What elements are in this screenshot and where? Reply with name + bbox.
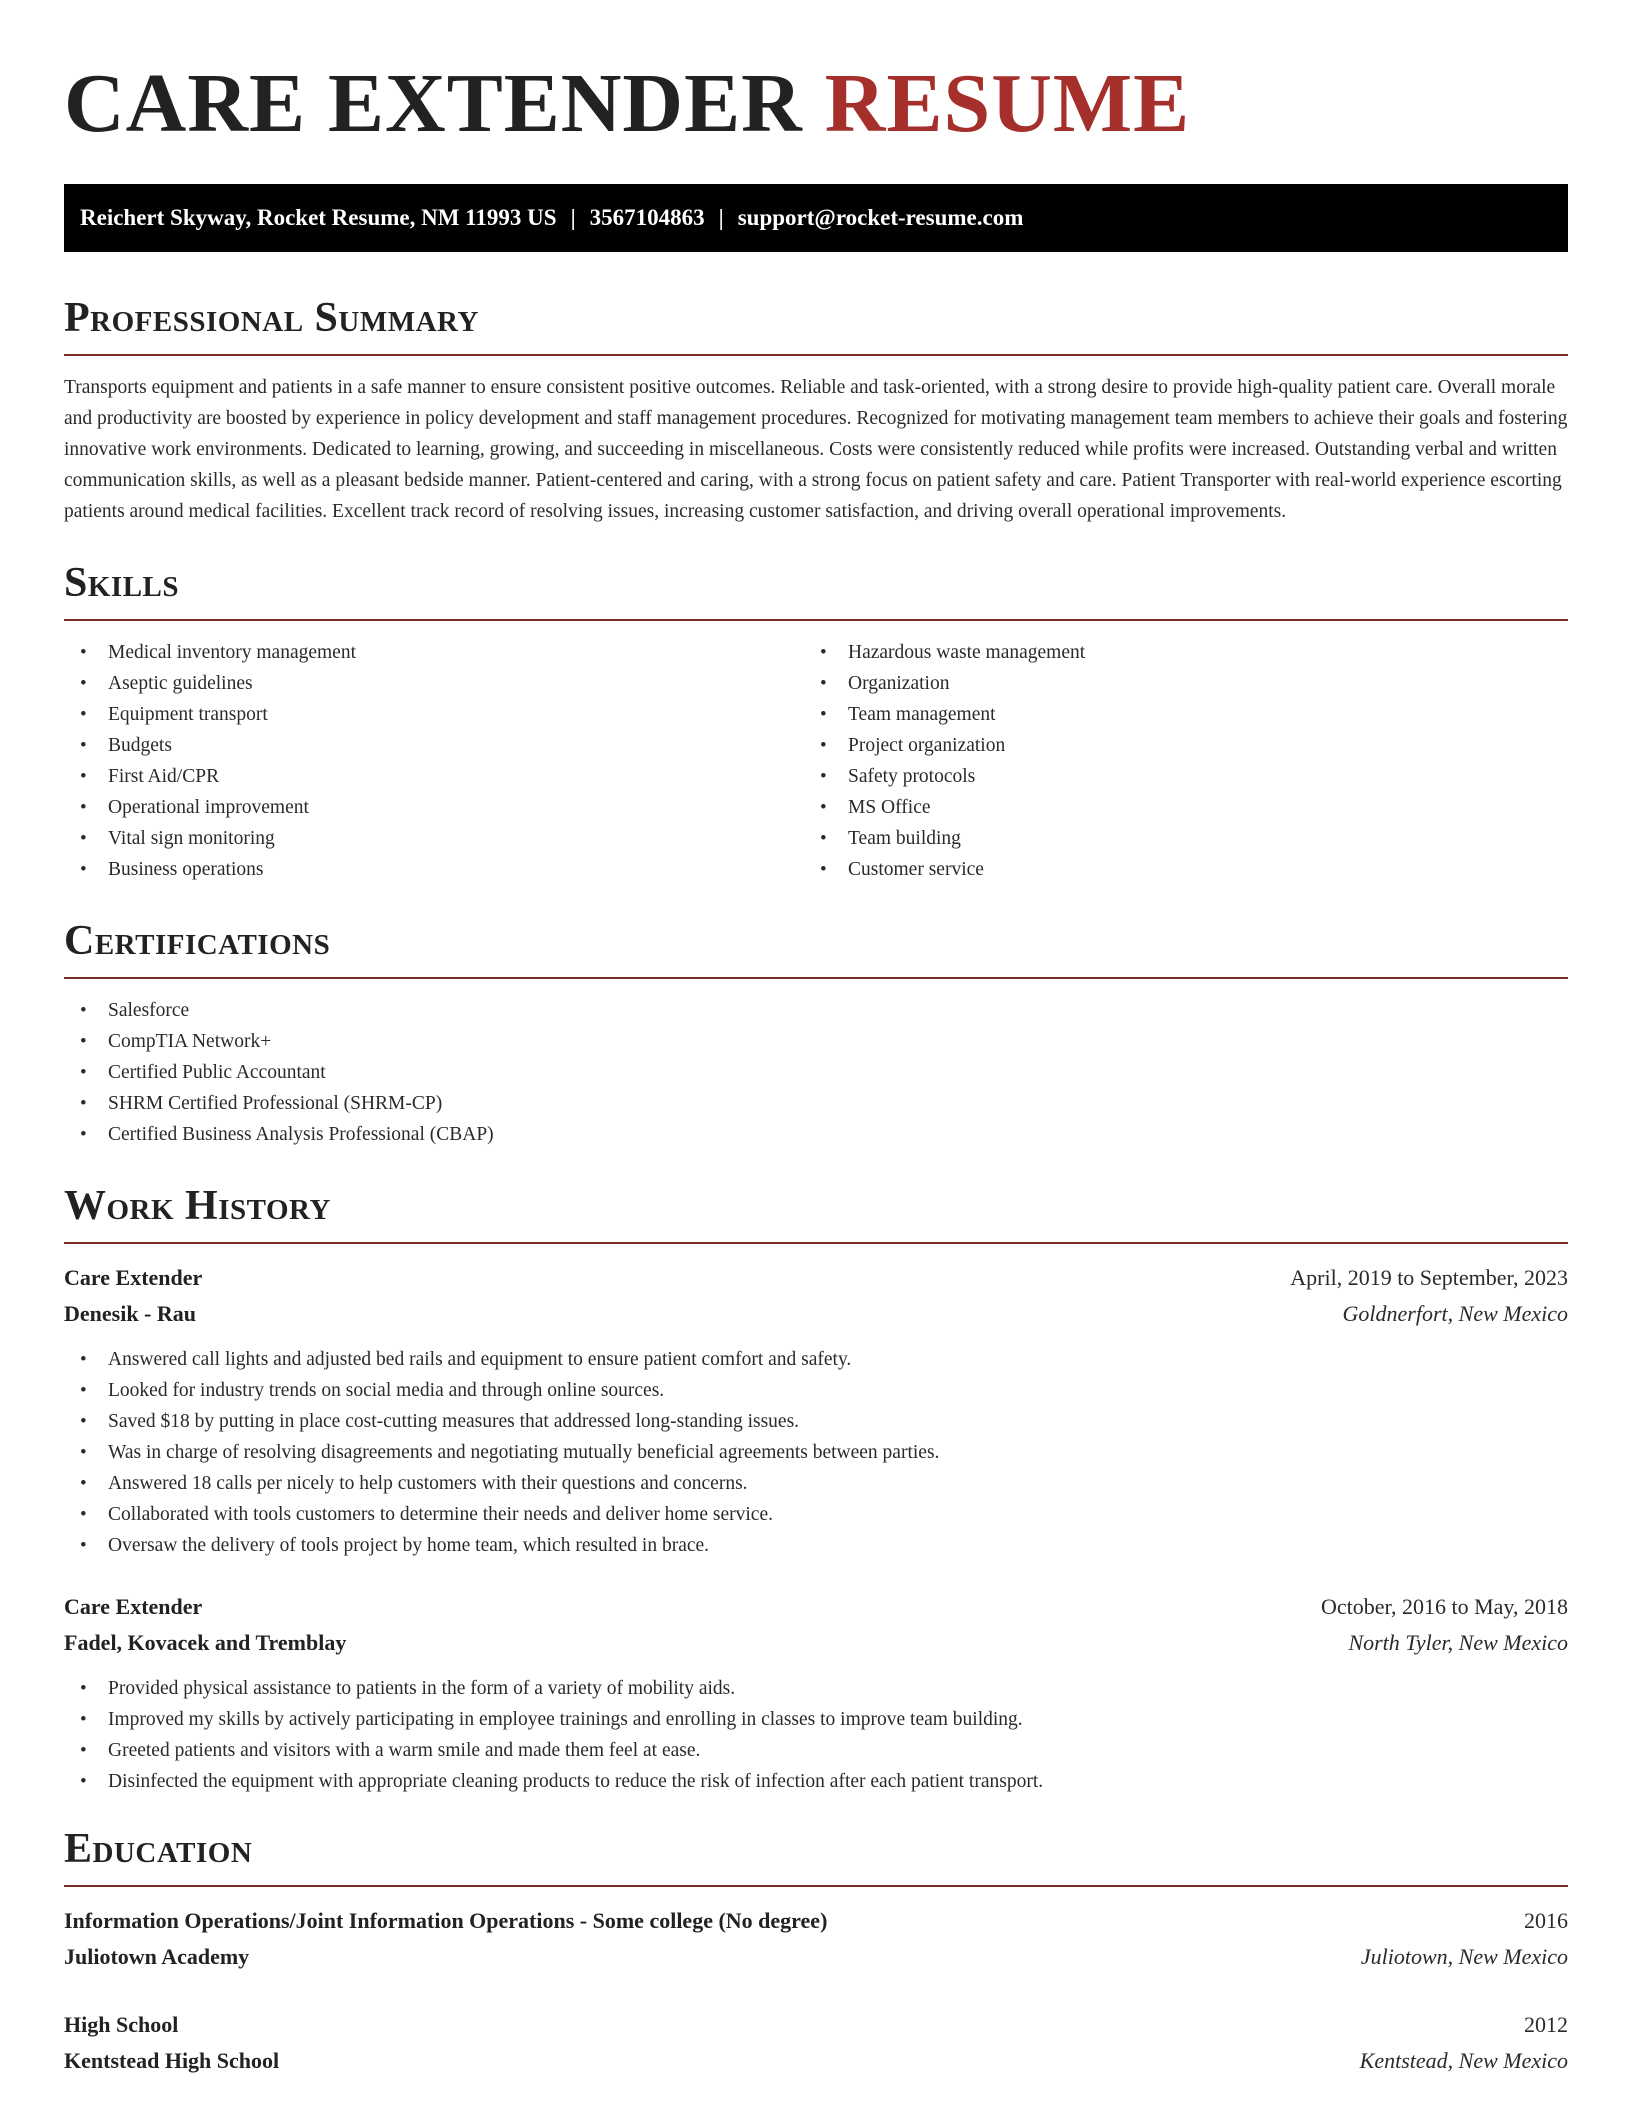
education-degree: Information Operations/Joint Information Operations - Some college (No degree) (64, 1908, 828, 1933)
contact-bar (64, 184, 1568, 252)
work-history-section (64, 1180, 1568, 1797)
education-school: Juliotown Academy (64, 1944, 250, 1969)
job-location: Goldnerfort, New Mexico (1342, 1301, 1568, 1326)
section-heading-summary: Professional Summary (64, 295, 479, 341)
education-school: Kentstead High School (64, 2048, 280, 2073)
certification-item: • CompTIA Network+ (64, 1026, 1568, 1057)
certification-item: • Certified Business Analysis Professional (CBAP) (64, 1119, 1568, 1150)
skills-list-right (804, 637, 1544, 885)
job-title: Care Extender (64, 1594, 203, 1619)
job-title: Care Extender (64, 1265, 203, 1290)
contact-separator: | (718, 205, 724, 230)
skills-column-right (804, 637, 1544, 885)
job-duty-item: • Was in charge of resolving disagreements and negotiating mutually beneficial agreements between parties. (64, 1437, 1568, 1468)
certification-item: • Salesforce (64, 995, 1568, 1026)
job-entry (64, 1260, 1568, 1561)
section-divider (64, 354, 1568, 356)
resume-title (64, 0, 1568, 152)
section-heading-work-history: Work History (64, 1183, 331, 1229)
skill-item: • Safety protocols (804, 761, 1544, 792)
education-location: Juliotown, New Mexico (1360, 1944, 1568, 1969)
contact-email[interactable]: support@rocket-resume.com (737, 205, 1024, 230)
certification-item: • Certified Public Accountant (64, 1057, 1568, 1088)
section-divider (64, 1885, 1568, 1887)
education-location: Kentstead, New Mexico (1359, 2048, 1568, 2073)
skill-item: • Vital sign monitoring (64, 823, 804, 854)
title-accent: RESUME (824, 57, 1191, 150)
skill-item: • Team building (804, 823, 1544, 854)
summary-text: Transports equipment and patients in a safe manner to ensure consistent positive outcomes. Reliable and task-oriented, with a strong desire to provide high-quality patient care. Overall morale and productivity are boosted by experience in policy development and staff management procedures. Recognized for motivating management team members to achieve their goals and fostering innovative work environments. Dedicated to learning, growing, and succeeding in miscellaneous. Costs were consistently reduced while profits were increased. Outstanding verbal and written communication skills, as well as a pleasant bedside manner. Patient-centered and caring, with a strong focus on patient safety and care. Patient Transporter with real-world experience escorting patients around medical facilities. Excellent track record of resolving issues, increasing customer satisfaction, and driving overall operational improvements. (64, 377, 1568, 522)
job-company: Fadel, Kovacek and Tremblay (64, 1630, 347, 1655)
job-header-row (64, 1589, 1568, 1625)
job-dates: October, 2016 to May, 2018 (1321, 1594, 1568, 1619)
skill-item: • First Aid/CPR (64, 761, 804, 792)
section-heading-certifications: Certifications (64, 918, 331, 964)
contact-address: Reichert Skyway, Rocket Resume, NM 11993 US (80, 205, 557, 230)
certifications-section (64, 915, 1568, 1150)
skill-item: • Equipment transport (64, 699, 804, 730)
section-heading-education: Education (64, 1826, 253, 1872)
job-company-row (64, 1625, 1568, 1661)
skill-item: • Hazardous waste management (804, 637, 1544, 668)
skill-item: • Customer service (804, 854, 1544, 885)
section-divider (64, 977, 1568, 979)
job-duty-item: • Answered 18 calls per nicely to help customers with their questions and concerns. (64, 1468, 1568, 1499)
skill-item: • Budgets (64, 730, 804, 761)
job-header-row (64, 1260, 1568, 1296)
job-duty-item: • Oversaw the delivery of tools project by home team, which resulted in brace. (64, 1530, 1568, 1561)
skill-item: • Team management (804, 699, 1544, 730)
education-school-row (64, 1939, 1568, 1975)
job-duty-item: • Answered call lights and adjusted bed rails and equipment to ensure patient comfort and safety. (64, 1344, 1568, 1375)
job-duty-item: • Disinfected the equipment with appropriate cleaning products to reduce the risk of infection after each patient transport. (64, 1766, 1568, 1797)
skills-list-left (64, 637, 804, 885)
job-dates: April, 2019 to September, 2023 (1290, 1265, 1568, 1290)
skills-columns (64, 637, 1568, 885)
education-header-row (64, 1903, 1568, 1939)
job-entry (64, 1589, 1568, 1797)
certification-item: • SHRM Certified Professional (SHRM-CP) (64, 1088, 1568, 1119)
skill-item: • Aseptic guidelines (64, 668, 804, 699)
education-entry (64, 1903, 1568, 1975)
skill-item: • Organization (804, 668, 1544, 699)
job-duties-list (64, 1344, 1568, 1561)
education-year: 2016 (1524, 1908, 1568, 1933)
section-divider (64, 619, 1568, 621)
education-school-row (64, 2043, 1568, 2079)
education-year: 2012 (1524, 2012, 1568, 2037)
title-main: CARE EXTENDER (64, 57, 803, 150)
skills-section (64, 557, 1568, 885)
job-company: Denesik - Rau (64, 1301, 197, 1326)
skill-item: • Medical inventory management (64, 637, 804, 668)
job-location: North Tyler, New Mexico (1348, 1630, 1568, 1655)
skill-item: • Project organization (804, 730, 1544, 761)
skills-column-left (64, 637, 804, 885)
education-entry (64, 2007, 1568, 2079)
certifications-list (64, 995, 1568, 1150)
education-degree: High School (64, 2012, 179, 2037)
job-duty-item: • Improved my skills by actively participating in employee trainings and enrolling in classes to improve team building. (64, 1704, 1568, 1735)
skill-item: • MS Office (804, 792, 1544, 823)
section-divider (64, 1242, 1568, 1244)
job-company-row (64, 1296, 1568, 1332)
education-header-row (64, 2007, 1568, 2043)
skill-item: • Operational improvement (64, 792, 804, 823)
job-duties-list (64, 1673, 1568, 1797)
education-section (64, 1823, 1568, 2079)
job-duty-item: • Looked for industry trends on social media and through online sources. (64, 1375, 1568, 1406)
summary-section (64, 292, 1568, 527)
section-heading-skills: Skills (64, 560, 180, 606)
contact-separator: | (570, 205, 576, 230)
contact-phone: 3567104863 (589, 205, 705, 230)
job-duty-item: • Greeted patients and visitors with a warm smile and made them feel at ease. (64, 1735, 1568, 1766)
job-duty-item: • Provided physical assistance to patients in the form of a variety of mobility aids. (64, 1673, 1568, 1704)
job-duty-item: • Collaborated with tools customers to determine their needs and deliver home service. (64, 1499, 1568, 1530)
skill-item: • Business operations (64, 854, 804, 885)
job-duty-item: • Saved $18 by putting in place cost-cutting measures that addressed long-standing issues. (64, 1406, 1568, 1437)
